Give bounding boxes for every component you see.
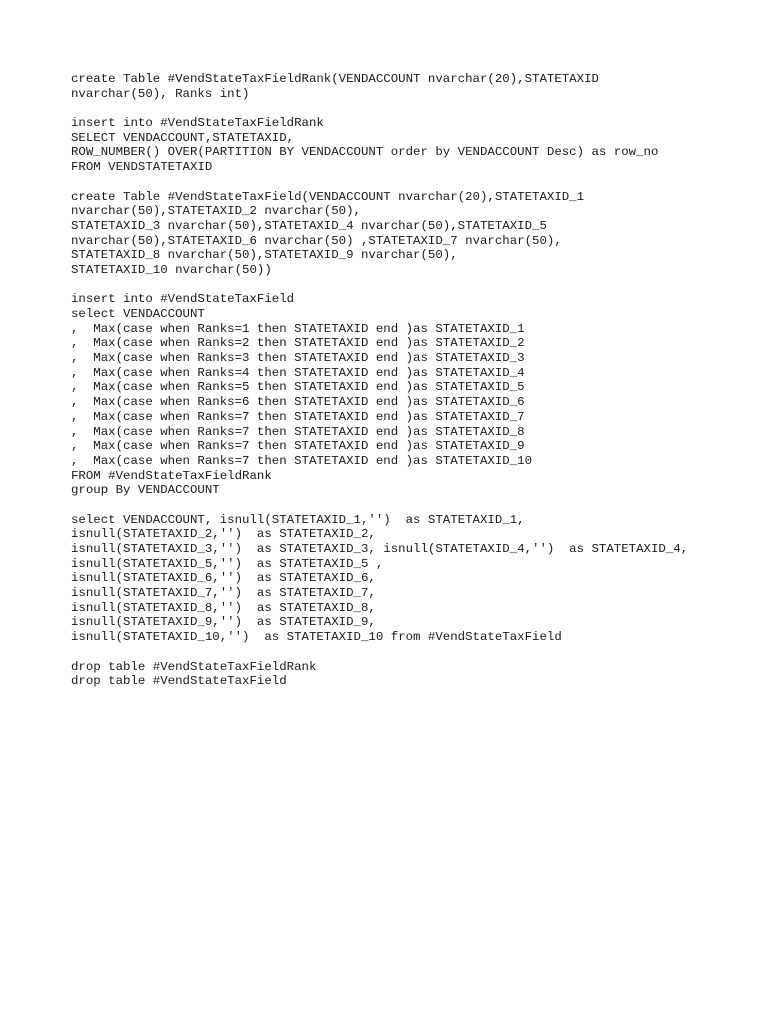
code-line: STATETAXID_10 nvarchar(50)) [71, 262, 272, 277]
code-line: isnull(STATETAXID_6,'') as STATETAXID_6, [71, 571, 376, 586]
code-line: insert into #VendStateTaxField [71, 292, 295, 307]
code-line: , Max(case when Ranks=7 then STATETAXID end )as STATETAXID_9 [71, 439, 525, 454]
code-line: group By VENDACCOUNT [71, 483, 220, 498]
code-line: select VENDACCOUNT [71, 307, 205, 321]
code-line: , Max(case when Ranks=7 then STATETAXID end )as STATETAXID_7 [71, 409, 525, 424]
code-line: isnull(STATETAXID_7,'') as STATETAXID_7, [71, 586, 376, 601]
code-line: isnull(STATETAXID_5,'') as STATETAXID_5 , [71, 556, 384, 571]
code-line: nvarchar(50),STATETAXID_6 nvarchar(50) ,STATETAXID_7 nvarchar(50), [71, 233, 562, 248]
code-line: , Max(case when Ranks=7 then STATETAXID end )as STATETAXID_8 [71, 424, 525, 439]
code-line: , Max(case when Ranks=6 then STATETAXID end )as STATETAXID_6 [71, 395, 525, 410]
code-line: isnull(STATETAXID_9,'') as STATETAXID_9, [71, 615, 376, 630]
code-line: insert into #VendStateTaxFieldRank [71, 116, 324, 131]
sql-statement-block [71, 660, 688, 689]
code-line: isnull(STATETAXID_3,'') as STATETAXID_3, isnull(STATETAXID_4,'') as STATETAXID_4, [71, 542, 689, 556]
code-line: SELECT VENDACCOUNT,STATETAXID, [71, 130, 295, 145]
code-line: nvarchar(50), Ranks int) [71, 86, 250, 101]
code-line: , Max(case when Ranks=5 then STATETAXID end )as STATETAXID_5 [71, 380, 525, 395]
code-line: isnull(STATETAXID_10,'') as STATETAXID_10 from #VendStateTaxField [71, 630, 562, 645]
code-line: create Table #VendStateTaxFieldRank(VENDACCOUNT nvarchar(20),STATETAXID [71, 72, 599, 86]
code-line: select VENDACCOUNT, isnull(STATETAXID_1,'') as STATETAXID_1, [71, 512, 525, 527]
code-line: nvarchar(50),STATETAXID_2 nvarchar(50), [71, 204, 361, 219]
code-line: STATETAXID_8 nvarchar(50),STATETAXID_9 nvarchar(50), [71, 248, 458, 263]
code-line: , Max(case when Ranks=4 then STATETAXID end )as STATETAXID_4 [71, 365, 525, 380]
code-line: STATETAXID_3 nvarchar(50),STATETAXID_4 nvarchar(50),STATETAXID_5 [71, 218, 547, 233]
sql-statement-block [71, 190, 688, 278]
code-line: drop table #VendStateTaxField [71, 674, 287, 689]
code-line: FROM #VendStateTaxFieldRank [71, 468, 272, 483]
sql-statement-block [71, 513, 688, 645]
code-line: create Table #VendStateTaxField(VENDACCOUNT nvarchar(20),STATETAXID_1 [71, 189, 585, 204]
code-line: drop table #VendStateTaxFieldRank [71, 659, 317, 674]
code-line: FROM VENDSTATETAXID [71, 160, 213, 175]
code-line: ROW_NUMBER() OVER(PARTITION BY VENDACCOUNT order by VENDACCOUNT Desc) as row_no [71, 145, 659, 160]
code-line: , Max(case when Ranks=7 then STATETAXID end )as STATETAXID_10 [71, 453, 533, 468]
sql-statement-block [71, 292, 688, 498]
code-line: , Max(case when Ranks=3 then STATETAXID end )as STATETAXID_3 [71, 351, 525, 366]
code-line: isnull(STATETAXID_8,'') as STATETAXID_8, [71, 600, 376, 615]
sql-code-body [71, 72, 688, 704]
code-line: isnull(STATETAXID_2,'') as STATETAXID_2, [71, 527, 376, 542]
sql-statement-block [71, 72, 688, 101]
sql-statement-block [71, 116, 688, 175]
code-line: , Max(case when Ranks=2 then STATETAXID end )as STATETAXID_2 [71, 336, 525, 351]
code-line: , Max(case when Ranks=1 then STATETAXID end )as STATETAXID_1 [71, 321, 525, 336]
